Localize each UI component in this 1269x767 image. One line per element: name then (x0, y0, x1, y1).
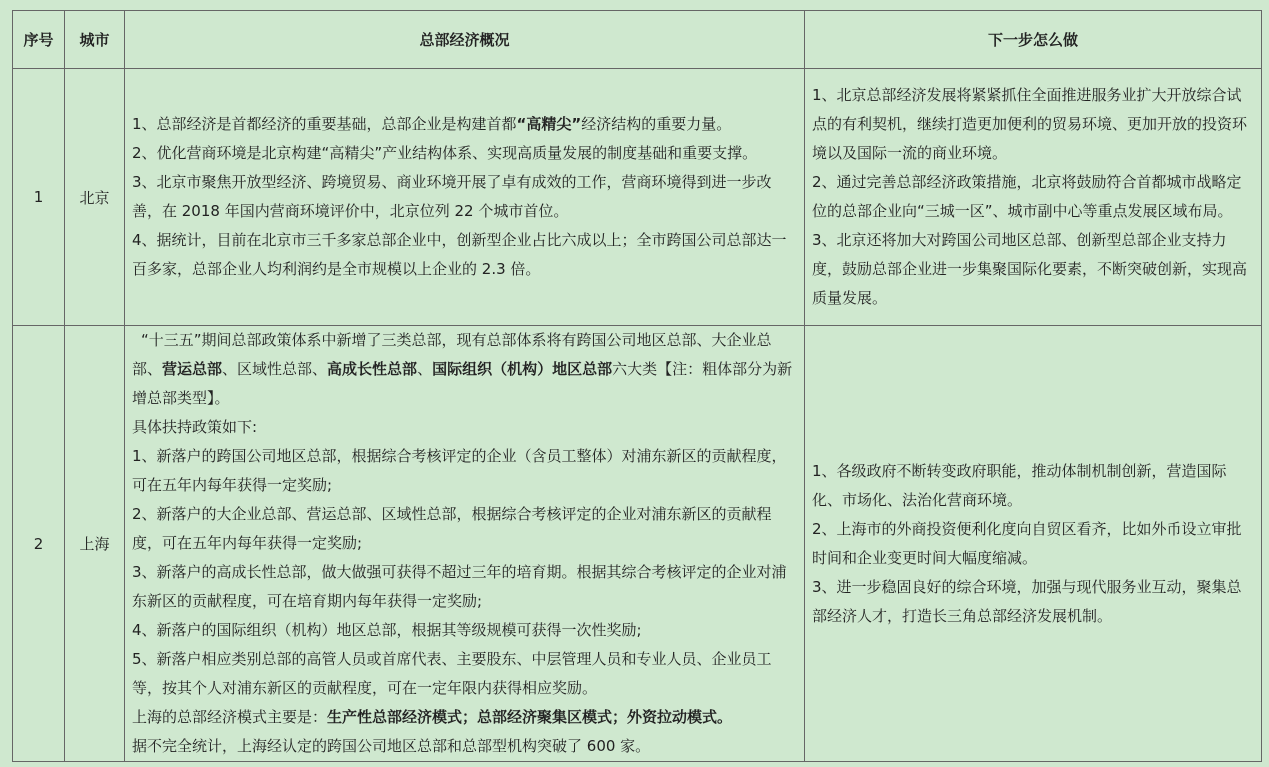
next-step-item: 2、通过完善总部经济政策措施，北京将鼓励符合首都城市战略定位的总部企业向“三城一区”、城市副中心等重点发展区域布局。 (812, 173, 1242, 220)
row-overview (125, 69, 805, 326)
headquarters-economy-table (12, 10, 1262, 762)
policy-item: 5、新落户相应类别总部的高管人员或首席代表、主要股东、中层管理人员和专业人员、企业员工等，按其个人对浦东新区的贡献程度，可在一定年限内获得相应奖励。 (132, 650, 772, 697)
table-header-row (13, 11, 1262, 69)
row-next-steps (805, 69, 1262, 326)
header-city: 城市 (65, 11, 125, 69)
table-row (13, 326, 1262, 762)
overview-intro: “十三五”期间总部政策体系中新增了三类总部，现有总部体系将有跨国公司地区总部、大企业总部、营运总部、区域性总部、高成长性总部、国际组织（机构）地区总部六大类【注：粗体部分为新增总部类型】。 (132, 331, 793, 407)
next-step-item: 2、上海市的外商投资便利化度向自贸区看齐，比如外币设立审批时间和企业变更时间大幅度缩减。 (812, 519, 1242, 567)
policy-item: 4、新落户的国际组织（机构）地区总部，根据其等级规模可获得一次性奖励; (132, 621, 642, 639)
economy-model: 上海的总部经济模式主要是：生产性总部经济模式；总部经济聚集区模式；外资拉动模式。 (132, 708, 733, 726)
header-seq: 序号 (13, 11, 65, 69)
statistics-note: 据不完全统计，上海经认定的跨国公司地区总部和总部型机构突破了 600 家。 (132, 737, 651, 755)
overview-item: 4、据统计，目前在北京市三千多家总部企业中，创新型企业占比六成以上；全市跨国公司总部达一百多家，总部企业人均利润约是全市规模以上企业的 2.3 倍。 (132, 231, 787, 278)
header-overview: 总部经济概况 (125, 11, 805, 69)
overview-item: 1、总部经济是首都经济的重要基础，总部企业是构建首都“高精尖”经济结构的重要力量。 (132, 115, 732, 133)
next-step-item: 3、北京还将加大对跨国公司地区总部、创新型总部企业支持力度，鼓励总部企业进一步集聚国际化要素，不断突破创新，实现高质量发展。 (812, 231, 1248, 307)
table-row (13, 69, 1262, 326)
row-next-steps (805, 326, 1262, 762)
policy-item: 1、新落户的跨国公司地区总部，根据综合考核评定的企业（含员工整体）对浦东新区的贡献程度，可在五年内每年获得一定奖励; (132, 447, 787, 494)
next-step-item: 3、进一步稳固良好的综合环境，加强与现代服务业互动，聚集总部经济人才，打造长三角总部经济发展机制。 (812, 577, 1242, 625)
row-seq: 1 (13, 69, 65, 326)
overview-item: 2、优化营商环境是北京构建“高精尖”产业结构体系、实现高质量发展的制度基础和重要支撑。 (132, 144, 758, 162)
policy-item: 3、新落户的高成长性总部，做大做强可获得不超过三年的培育期。根据其综合考核评定的企业对浦东新区的贡献程度，可在培育期内每年获得一定奖励; (132, 563, 787, 610)
row-overview (125, 326, 805, 762)
row-city: 北京 (65, 69, 125, 326)
header-next-steps: 下一步怎么做 (805, 11, 1262, 69)
row-city: 上海 (65, 326, 125, 762)
policy-title: 具体扶持政策如下: (132, 418, 258, 436)
next-step-item: 1、北京总部经济发展将紧紧抓住全面推进服务业扩大开放综合试点的有利契机，继续打造更加便利的贸易环境、更加开放的投资环境以及国际一流的商业环境。 (812, 86, 1248, 162)
overview-item: 3、北京市聚焦开放型经济、跨境贸易、商业环境开展了卓有成效的工作，营商环境得到进一步改善，在 2018 年国内营商环境评价中，北京位列 22 个城市首位。 (132, 173, 772, 220)
next-step-item: 1、各级政府不断转变政府职能，推动体制机制创新，营造国际化、市场化、法治化营商环境。 (812, 461, 1227, 509)
row-seq: 2 (13, 326, 65, 762)
policy-item: 2、新落户的大企业总部、营运总部、区域性总部，根据综合考核评定的企业对浦东新区的贡献程度，可在五年内每年获得一定奖励; (132, 505, 772, 552)
